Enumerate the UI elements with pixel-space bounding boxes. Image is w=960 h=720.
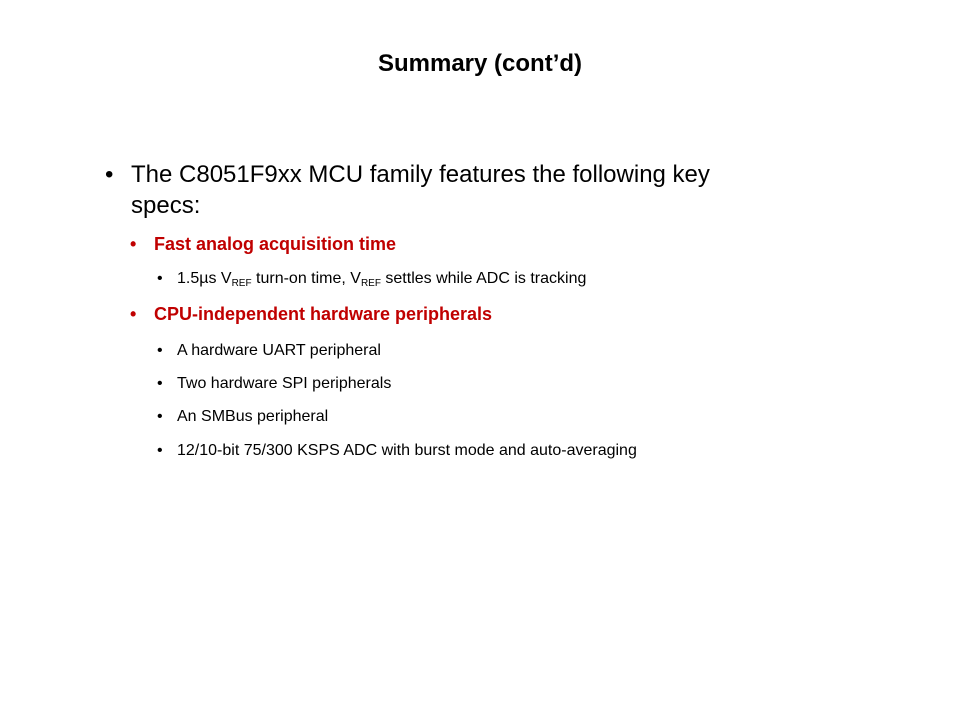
bullet-glyph: • bbox=[157, 408, 163, 425]
slide-title: Summary (cont’d) bbox=[377, 50, 583, 77]
list-item-text: An SMBus peripheral bbox=[177, 408, 329, 425]
vref-text-part: turn-on time, V bbox=[251, 270, 361, 287]
vref-text-part: 1.5µs V bbox=[177, 270, 232, 287]
vref-subscript: REF bbox=[360, 278, 381, 289]
section-heading-text: CPU-independent hardware peripherals bbox=[154, 304, 493, 324]
vref-item bbox=[157, 268, 586, 290]
bullet-glyph: • bbox=[157, 270, 163, 287]
vref-text-part: settles while ADC is tracking bbox=[380, 270, 587, 287]
vref-subscript: REF bbox=[231, 278, 252, 289]
bullet-glyph: • bbox=[157, 342, 163, 359]
bullet-glyph: • bbox=[105, 161, 114, 188]
section-heading-text: Fast analog acquisition time bbox=[154, 234, 397, 254]
bullet-glyph: • bbox=[157, 375, 163, 392]
list-item bbox=[157, 406, 328, 428]
bullet-glyph: • bbox=[130, 304, 137, 324]
vref-item-text bbox=[177, 268, 586, 290]
list-item-text: Two hardware SPI peripherals bbox=[177, 375, 392, 392]
list-item bbox=[157, 440, 637, 462]
list-item-text: A hardware UART peripheral bbox=[177, 342, 381, 359]
bullet-glyph: • bbox=[157, 442, 163, 459]
bullet-glyph: • bbox=[130, 234, 137, 254]
section-heading-analog bbox=[130, 232, 396, 256]
section-heading-peripherals bbox=[130, 302, 492, 326]
main-bullet bbox=[105, 159, 745, 221]
list-item bbox=[157, 373, 391, 395]
list-item bbox=[157, 340, 381, 362]
list-item-text: 12/10-bit 75/300 KSPS ADC with burst mode and auto-averaging bbox=[177, 442, 637, 459]
main-bullet-text: The C8051F9xx MCU family features the following key specs: bbox=[131, 161, 710, 219]
